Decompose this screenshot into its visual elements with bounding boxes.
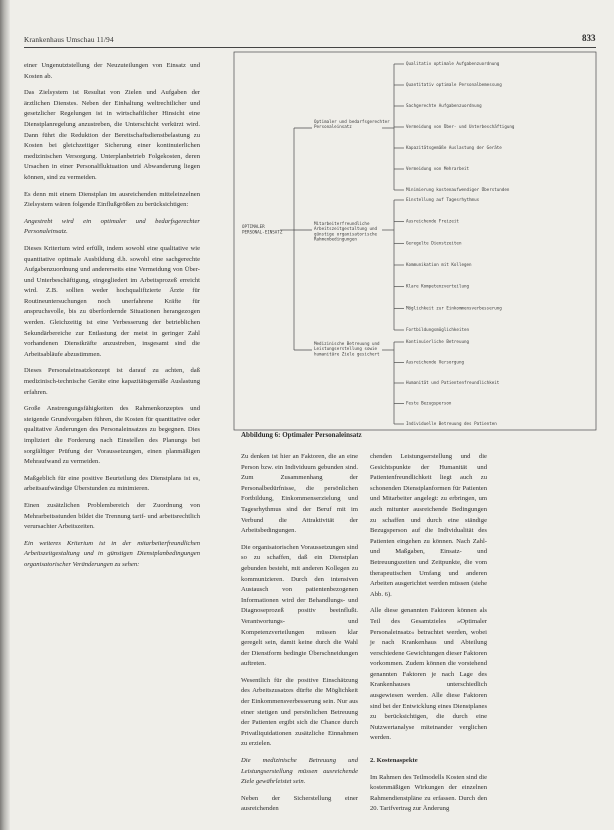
section-heading: 2. Kostenaspekte (370, 757, 418, 765)
diagram-leaf-node: Geregelte Dienstzeiten (406, 240, 462, 246)
paragraph: Große Anstrengungsfähigkeiten des Rahmenkonzeptes und steigende Grundvorgaben führen, die Kosten für quantitative oder qualitative Änderungen des Personaleinsatzes zu begegnen. Dies impliziert die Forderung nach Einstellen des Planungs bei sorgfältiger Prüfung der Voraussetzungen, einen planmäßigen Mehraufwand zu vermeiden. (24, 405, 200, 466)
diagram-leaf-node: Einstellung auf Tagesrhythmus (406, 197, 480, 202)
header-rule (24, 47, 596, 48)
paragraph: Maßgeblich für eine positive Beurteilung des Dienstplans ist es, arbeitsaufwändige Überstunden zu minimieren. (24, 474, 200, 493)
paragraph: Im Rahmen des Teilmodells Kosten sind die kostenmäßigen Wirkungen der einzelnen Rahmendienstpläne zu erfassen. Durch den 20. Tarifvertrag zur Änderung (370, 773, 487, 813)
diagram-leaf-node: Kommunikation mit Kollegen (406, 262, 472, 267)
diagram-leaf-node: Quantitativ optimale Personalbemessung (406, 82, 502, 87)
diagram-leaf-node: Vermeidung von Über- und Unterbeschäftigung (406, 124, 515, 129)
diagram-leaf-node: Vermeidung von Mehrarbeit (406, 166, 470, 171)
diagram-leaf-node: Ausreichende Freizeit (406, 218, 459, 224)
page-number: 833 (582, 33, 596, 43)
diagram-mid-nodes (314, 119, 390, 356)
diagram-leaf-node: Kapazitätsgemäße Auslastung der Geräte (406, 145, 502, 150)
diagram-root-label: OPTIMALER PERSONAL-EINSATZ (242, 224, 283, 235)
italic-statement: Angestrebt wird ein optimaler und bedarfsgerechter Personaleinsatz. (24, 217, 200, 236)
italic-statement: Ein weiteres Kriterium ist in der mitarbeiterfreundlichen Arbeitszeitgestaltung und in günstigen Dienstplanbedingungen organisatorischer Veränderungen zu sehen: (24, 539, 200, 568)
diagram-leaf-nodes (406, 61, 515, 426)
page-binding-shadow (0, 0, 10, 830)
text-column-left (24, 61, 200, 577)
diagram-leaf-node: Ausreichende Versorgung (406, 359, 464, 365)
diagram-leaf-node: Sachgerechte Aufgabenzuordnung (406, 103, 482, 108)
paragraph: Alle diese genannten Faktoren können als Teil des Gesamtzieles »Optimaler Personaleinsatz« betrachtet werden, wobei je nach Krankenhaus und Abteilung verschiedene Gewichtungen dieser Faktoren vorkommen. Zudem können die vorstehend genannten Faktoren je nach Lage des Krankenhauses unterschiedlich ausgewiesen werden. Alle diese Faktoren sind bei der Entwicklung eines Dienstplanes zu berücksichtigen, die durch eine Nutzwertanalyse miteinander verglichen werden. (370, 607, 488, 742)
figure-caption: Abbildung 6: Optimaler Personaleinsatz (241, 431, 362, 439)
running-header-title: Krankenhaus Umschau 11/94 (24, 36, 114, 44)
paragraph: Neben der Sicherstellung einer ausreichenden (241, 794, 358, 813)
diagram-leaf-node: Kontinuierliche Betreuung (406, 339, 470, 344)
diagram-leaf-node: Fortbildungsmöglichkeiten (406, 327, 470, 332)
diagram-leaf-node: Individuelle Betreuung des Patienten (406, 421, 497, 426)
diagram-leaf-node: Klare Kompetenzverteilung (406, 283, 470, 289)
paragraph: Das Zielsystem ist Resultat von Zielen und Aufgaben der ärztlichen Dienstes. Neben der Einhaltung weltrechtlicher und gesetzlicher Regelungen ist in wirtschaftlicher Hinsicht eine Dienstplanregelung anzustreben, die Unterschicht verkürzt wird. Dann führt die Reduktion der Bereitschaftsdienstbelastung zu Kosten bei gleichzeitiger Sicherung einer kontinuierlichen medizinischen Versorgung. Unterplanbetrieb Folgekosten, deren Ursachen in einer Personalfluktuation und Abwanderung liegen können, sind zu vermeiden. (24, 89, 200, 181)
paragraph: Wesentlich für die positive Einschätzung des Arbeitszusatzes dürfte die Möglichkeit der Einkommensverbesserung sein. Nur aus einer stetigen und persönlichen Betreuung der Patienten ergibt sich die Chance durch Privatliquidationen zusätzliche Einnahmen zu erzielen. (241, 676, 358, 748)
diagram-leaf-node: Minimierung kostenaufwendiger Überstunden (406, 187, 510, 192)
diagram-mid-node: Medizinische Betreuung und Leistungserstellung sowie humanitäre Ziele gesichert (314, 341, 380, 357)
diagram-mid-node: Mitarbeiterfreundliche Arbeitszeitgestaltung und günstige organisatorische Rahmenbedingungen (314, 221, 378, 242)
diagram-connectors (280, 64, 404, 424)
paragraph: Zu denken ist hier an Faktoren, die an eine Person bzw. ein Individuum gebunden sind. Zum Zusammenhang der Personalbedürfnisse, die persönlichen Fortbildung, Einkommenserzielung und Tagesrhythmus sind der Beruf mit im Verbund die Attraktivität der Arbeitsbedingungen. (241, 453, 358, 535)
paragraph: einer Ungenutztstellung der Neuzuteilungen von Einsatz und Kosten ab. (24, 62, 200, 80)
text-column-middle (241, 452, 358, 821)
diagram-leaf-node: Humanität und Patientenfreundlichkeit (406, 380, 500, 385)
italic-statement: Die medizinische Betreuung und Leistungserstellung müssen ausreichende Ziele gewährleistet sein. (241, 757, 358, 786)
paragraph: Es denn mit einem Dienstplan im ausreichenden mitteleinzelnen Zielsystem wären folgende Einflußgrößen zu berücksichtigen: (24, 190, 200, 209)
diagram-leaf-node: Möglichkeit zur Einkommensverbesserung (406, 305, 502, 311)
personnel-deployment-diagram (232, 50, 598, 450)
paragraph: Einen zusätzlichen Problembereich der Zuordnung von Mehrarbeitsstunden bildet die Trennung tarif- und arbeitsrechtlich verursachter Arbeitszeiten. (24, 501, 200, 531)
text-column-right (370, 452, 487, 821)
diagram-leaf-node: Qualitativ optimale Aufgabenzuordnung (406, 61, 500, 66)
paragraph: Dieses Kriterium wird erfüllt, indem sowohl eine qualitative wie quantitative optimale Ausbildung d.h. sowohl eine sachgerechte Aufgabenzuordnung und andererseits eine Vermeidung von Über- und Unterbeschäftigung, eingegliedert im Arbeitsprozeß erreicht wird. Z.B. sollten weder hochqualifizierte Ärzte für Routineuntersuchungen noch unerfahrene Kräfte für anspruchsvolle, bis zu überfordernde Situationen herangezogen werden. Gleichzeitig ist eine Verbesserung der betrieblichen Sekundärbereiche zur Entlastung der meist in geringer Zahl vorhandenen Dienstkräfte anzustreben, insgesamt sind die Arbeitsabläufe abzustimmen. (24, 244, 200, 358)
paragraph: Dieses Personaleinsatzkonzept ist darauf zu achten, daß medizinisch-technische Geräte eine kapazitätsgemäße Auslastung erfahren. (24, 367, 200, 396)
paragraph: Die organisatorischen Voraussetzungen sind so zu schaffen, daß ein Dienstplan gebunden besteht, mit anderen Kollegen zu kommunizieren. Durch den intensiven Austausch von patientenbezogenen Informationen wird der Behandlungs- und Diagnoseprozeß positiv beeinflußt. Verantwortungs- und Kompetenzverteilungen müssen klar geregelt sein, damit keine durch die Wahl der Dienstform bedingte Überschneidungen auftreten. (241, 543, 358, 668)
paragraph: chenden Leistungserstellung und die Gesichtspunkte der Humanität und Patientenfreundlichkeit liegt auch zu schonenden Dienstplanformen für Patienten und Mitarbeiter angelegt: zu erbringen, um auch mitunter ausreichende Bedingungen zu schaffen und durch eine ständige Bezugsperson auf die Individualität des Patienten eingehen zu können. Nach Zahl- und Maßgaben, Einsatz- und Betreuungszeiten und Zeitpunkte, die vom therapeutischen Umfang und anderen Arbeiten ausgerichtet werden müssen (siehe Abb. 6). (370, 453, 487, 598)
diagram-leaf-node: Feste Bezugsperson (406, 400, 452, 406)
diagram-mid-node: Optimaler und bedarfsgerechter Personaleinsatz (314, 119, 390, 130)
